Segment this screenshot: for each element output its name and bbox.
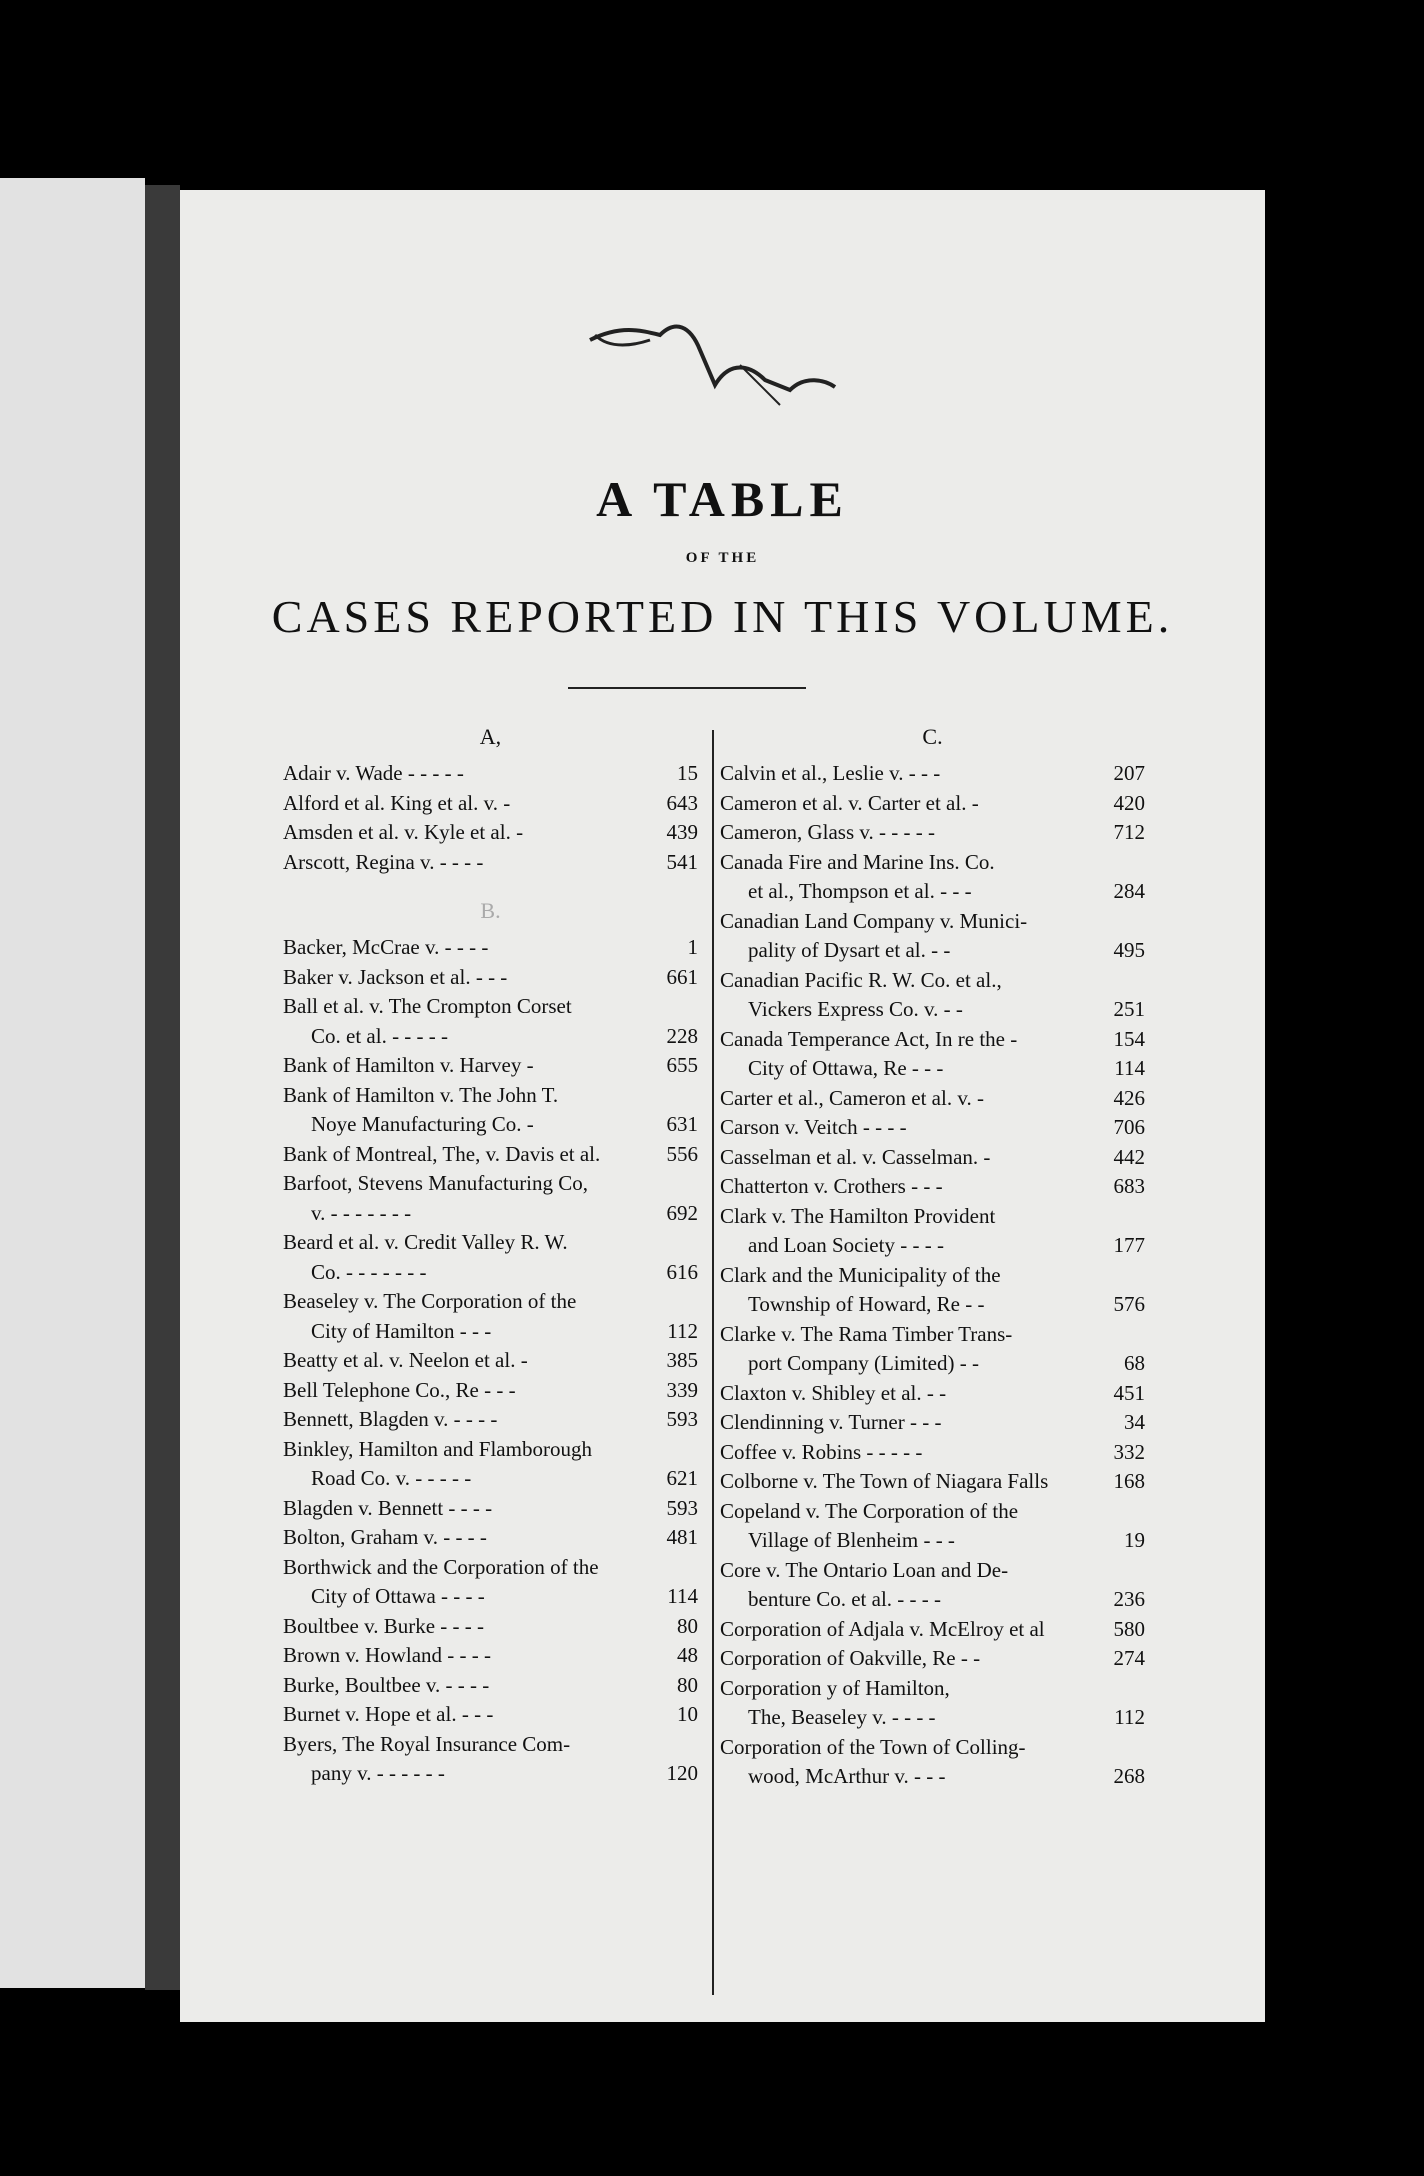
- index-entry: [720, 1644, 1145, 1674]
- entry-text: Ball et al. v. The Crompton Corset: [283, 994, 572, 1018]
- page-number: 80: [677, 1613, 698, 1638]
- index-entry: [283, 1553, 698, 1612]
- index-entry: [283, 1346, 698, 1376]
- page-number: 481: [666, 1525, 698, 1549]
- entry-text: Cameron, Glass v. - - - - -: [720, 820, 935, 844]
- index-entry: [283, 1523, 698, 1553]
- index-entry: [283, 1376, 698, 1406]
- page-number: 168: [1113, 1469, 1145, 1493]
- index-entry: [720, 789, 1145, 819]
- entry-text: Burnet v. Hope et al. - - -: [283, 1702, 494, 1726]
- index-entry: [283, 1612, 698, 1642]
- entry-text: Bolton, Graham v. - - - -: [283, 1525, 487, 1549]
- page-number: 34: [1124, 1410, 1145, 1434]
- page-number: 683: [1113, 1174, 1145, 1198]
- index-entry: [283, 1051, 698, 1081]
- entry-text: Clark v. The Hamilton Provident: [720, 1203, 996, 1228]
- page-number: 15: [677, 761, 698, 785]
- section-letter: B.: [480, 898, 501, 923]
- index-entry: [283, 848, 698, 878]
- book-page: [180, 190, 1265, 2022]
- entry-text: Burke, Boultbee v. - - - -: [283, 1672, 490, 1697]
- page-number: 112: [667, 1318, 698, 1343]
- page-number: 251: [1113, 997, 1145, 1021]
- entry-text: Canadian Pacific R. W. Co. et al.,: [720, 967, 1002, 992]
- index-entry: [283, 1494, 698, 1524]
- index-entry: [720, 1467, 1145, 1497]
- entry-text: Bell Telephone Co., Re - - -: [283, 1377, 516, 1402]
- entry-text: Canada Fire and Marine Ins. Co.: [720, 849, 995, 874]
- entry-text: Canadian Land Company v. Munici-: [720, 908, 1028, 933]
- index-entry: [720, 1615, 1145, 1645]
- entry-continuation: The, Beaseley v. - - - -: [748, 1705, 936, 1729]
- index-entry: [283, 963, 698, 993]
- index-entry: [720, 907, 1145, 966]
- entry-continuation: pality of Dysart et al. - -: [748, 938, 951, 962]
- page-number: 268: [1113, 1764, 1145, 1788]
- index-entry: [283, 1435, 698, 1494]
- page-number: 541: [666, 849, 698, 874]
- page-number: 556: [666, 1141, 698, 1166]
- entry-text: Corporation y of Hamilton,: [720, 1675, 950, 1700]
- page-number: 580: [1113, 1616, 1145, 1641]
- page-number: 19: [1124, 1528, 1145, 1552]
- entry-text: Alford et al. King et al. v. -: [283, 790, 511, 815]
- entry-text: Arscott, Regina v. - - - -: [283, 849, 484, 874]
- index-entry: [720, 1025, 1145, 1055]
- index-entry: [283, 789, 698, 819]
- page-number: 114: [667, 1584, 698, 1608]
- entry-text: Cameron et al. v. Carter et al. -: [720, 790, 979, 815]
- entry-text: Copeland v. The Corporation of the: [720, 1498, 1019, 1523]
- index-entry: [720, 1261, 1145, 1320]
- index-entry: [720, 1674, 1145, 1733]
- page-number: 442: [1113, 1144, 1145, 1169]
- index-entry: [720, 848, 1145, 907]
- page-number: 68: [1124, 1351, 1145, 1375]
- index-entry: [283, 1287, 698, 1346]
- entry-text: Brown v. Howland - - - -: [283, 1643, 492, 1667]
- index-entry: [720, 759, 1145, 789]
- page-number: 706: [1113, 1115, 1145, 1139]
- index-entry: [283, 1169, 698, 1228]
- entry-text: City of Ottawa, Re - - -: [748, 1056, 944, 1080]
- index-entry: [720, 1379, 1145, 1409]
- page-number: 332: [1113, 1439, 1145, 1464]
- entry-continuation: Township of Howard, Re - -: [748, 1292, 985, 1316]
- left-page-edge: [0, 178, 145, 1988]
- page-subtitle: CASES REPORTED IN THIS VOLUME.: [271, 591, 1174, 642]
- index-entry: [720, 1733, 1145, 1792]
- entry-text: Clark and the Municipality of the: [720, 1262, 1001, 1287]
- entry-text: Boultbee v. Burke - - - -: [283, 1613, 484, 1638]
- entry-continuation: City of Ottawa - - - -: [311, 1584, 485, 1608]
- entry-continuation: v. - - - - - - -: [311, 1200, 412, 1225]
- entry-continuation: and Loan Society - - - -: [748, 1233, 944, 1257]
- index-entry: [720, 1497, 1145, 1556]
- entry-text: Bank of Hamilton v. Harvey -: [283, 1053, 534, 1077]
- page-number: 593: [666, 1407, 698, 1431]
- entry-text: Bank of Hamilton v. The John T.: [283, 1082, 559, 1107]
- entry-text: Casselman et al. v. Casselman. -: [720, 1144, 991, 1169]
- index-entry: [283, 1671, 698, 1701]
- page-number: 631: [666, 1112, 698, 1136]
- ink-flourish-decoration: [580, 305, 840, 425]
- index-entry: [283, 933, 698, 963]
- page-number: 228: [666, 1023, 698, 1048]
- page-number: 661: [666, 964, 698, 989]
- index-entry: [283, 1081, 698, 1140]
- index-entry: [283, 1228, 698, 1287]
- entry-text: Beatty et al. v. Neelon et al. -: [283, 1348, 528, 1372]
- entry-text: Bank of Montreal, The, v. Davis et al.: [283, 1141, 601, 1166]
- page-number: 1: [687, 935, 698, 959]
- index-entry: [283, 992, 698, 1051]
- section-letter: C.: [922, 724, 943, 749]
- book-gutter: [145, 185, 180, 1990]
- page-number: 655: [666, 1053, 698, 1077]
- page-number: 112: [1114, 1705, 1145, 1729]
- index-entry: [720, 1202, 1145, 1261]
- index-entry: [283, 1700, 698, 1730]
- page-number: 339: [666, 1377, 698, 1402]
- page-number: 274: [1113, 1646, 1145, 1670]
- entry-text: Baker v. Jackson et al. - - -: [283, 964, 508, 989]
- page-number: 154: [1113, 1026, 1145, 1051]
- title-connector: OF THE: [685, 550, 760, 566]
- entry-text: Adair v. Wade - - - - -: [283, 761, 464, 785]
- page-number: 114: [1114, 1056, 1145, 1080]
- entry-continuation: Co. et al. - - - - -: [311, 1023, 449, 1048]
- entry-text: Claxton v. Shibley et al. - -: [720, 1380, 947, 1405]
- entry-continuation: Co. - - - - - - -: [311, 1259, 427, 1284]
- index-entry: [283, 1140, 698, 1170]
- entry-continuation: et al., Thompson et al. - - -: [748, 879, 972, 903]
- page-number: 712: [1113, 820, 1145, 844]
- page-number: 621: [666, 1466, 698, 1490]
- entry-text: Beard et al. v. Credit Valley R. W.: [283, 1230, 568, 1254]
- page-number: 692: [666, 1200, 698, 1225]
- index-entry: [283, 1730, 698, 1789]
- index-entry: [283, 759, 698, 789]
- entry-continuation: wood, McArthur v. - - -: [748, 1764, 946, 1788]
- entry-continuation: Vickers Express Co. v. - -: [748, 997, 963, 1021]
- entry-text: Blagden v. Bennett - - - -: [283, 1495, 493, 1520]
- entry-continuation: Road Co. v. - - - - -: [311, 1466, 472, 1490]
- index-entry: [720, 1054, 1145, 1084]
- entry-text: Clarke v. The Rama Timber Trans-: [720, 1321, 1013, 1346]
- entry-text: Core v. The Ontario Loan and De-: [720, 1557, 1009, 1582]
- page-number: 177: [1113, 1233, 1145, 1257]
- right-column: [720, 715, 1145, 1792]
- entry-continuation: pany v. - - - - - -: [311, 1761, 445, 1785]
- entry-continuation: Village of Blenheim - - -: [748, 1528, 955, 1552]
- entry-text: Coffee v. Robins - - - - -: [720, 1439, 923, 1464]
- entry-text: Corporation of the Town of Colling-: [720, 1734, 1026, 1759]
- entry-text: Carter et al., Cameron et al. v. -: [720, 1085, 984, 1110]
- index-entry: [283, 1641, 698, 1671]
- entry-text: Carson v. Veitch - - - -: [720, 1115, 907, 1139]
- entry-text: Corporation of Oakville, Re - -: [720, 1646, 981, 1670]
- entry-text: Corporation of Adjala v. McElroy et al: [720, 1616, 1045, 1641]
- index-entry: [720, 1084, 1145, 1114]
- index-entry: [283, 818, 698, 848]
- entry-text: Binkley, Hamilton and Flamborough: [283, 1436, 592, 1461]
- page-number: 385: [666, 1348, 698, 1372]
- entry-text: Byers, The Royal Insurance Com-: [283, 1731, 571, 1756]
- left-column: [283, 715, 698, 1789]
- index-entry: [720, 1143, 1145, 1173]
- page-number: 439: [666, 820, 698, 844]
- index-entry: [720, 1438, 1145, 1468]
- page-number: 10: [677, 1702, 698, 1726]
- page-number: 426: [1113, 1085, 1145, 1110]
- index-entry: [283, 1405, 698, 1435]
- page-number: 643: [666, 790, 698, 815]
- title-rule: [568, 687, 806, 689]
- entry-continuation: port Company (Limited) - -: [748, 1351, 979, 1375]
- page-number: 80: [677, 1672, 698, 1697]
- entry-continuation: Noye Manufacturing Co. -: [311, 1112, 534, 1136]
- index-entry: [720, 1172, 1145, 1202]
- page-number: 576: [1113, 1292, 1145, 1316]
- entry-text: Chatterton v. Crothers - - -: [720, 1174, 943, 1198]
- page-number: 495: [1113, 938, 1145, 962]
- page-number: 48: [677, 1643, 698, 1667]
- entry-text: Borthwick and the Corporation of the: [283, 1554, 599, 1579]
- column-divider: [712, 730, 714, 1995]
- page-title: A TABLE: [596, 471, 849, 527]
- page-number: 207: [1113, 761, 1145, 785]
- entry-text: Calvin et al., Leslie v. - - -: [720, 761, 941, 785]
- page-number: 451: [1113, 1380, 1145, 1405]
- index-entry: [720, 818, 1145, 848]
- page-number: 616: [666, 1259, 698, 1284]
- index-entry: [720, 1113, 1145, 1143]
- section-gap: [283, 877, 698, 889]
- page-number: 120: [666, 1761, 698, 1785]
- page-number: 284: [1113, 879, 1145, 903]
- entry-text: Beaseley v. The Corporation of the: [283, 1289, 577, 1313]
- index-entry: [720, 1556, 1145, 1615]
- entry-text: Amsden et al. v. Kyle et al. -: [283, 820, 524, 844]
- entry-continuation: benture Co. et al. - - - -: [748, 1587, 942, 1611]
- entry-text: Colborne v. The Town of Niagara Falls: [720, 1469, 1049, 1493]
- entry-continuation: City of Hamilton - - -: [311, 1318, 492, 1343]
- entry-text: Backer, McCrae v. - - - -: [283, 935, 489, 959]
- page-number: 593: [666, 1495, 698, 1520]
- index-entry: [720, 966, 1145, 1025]
- page-number: 420: [1113, 790, 1145, 815]
- index-entry: [720, 1320, 1145, 1379]
- section-letter: A,: [479, 724, 502, 749]
- page-number: 236: [1113, 1587, 1145, 1611]
- entry-text: Barfoot, Stevens Manufacturing Co,: [283, 1171, 589, 1195]
- entry-text: Canada Temperance Act, In re the -: [720, 1026, 1018, 1051]
- entry-text: Bennett, Blagden v. - - - -: [283, 1407, 498, 1431]
- index-entry: [720, 1408, 1145, 1438]
- entry-text: Clendinning v. Turner - - -: [720, 1410, 942, 1434]
